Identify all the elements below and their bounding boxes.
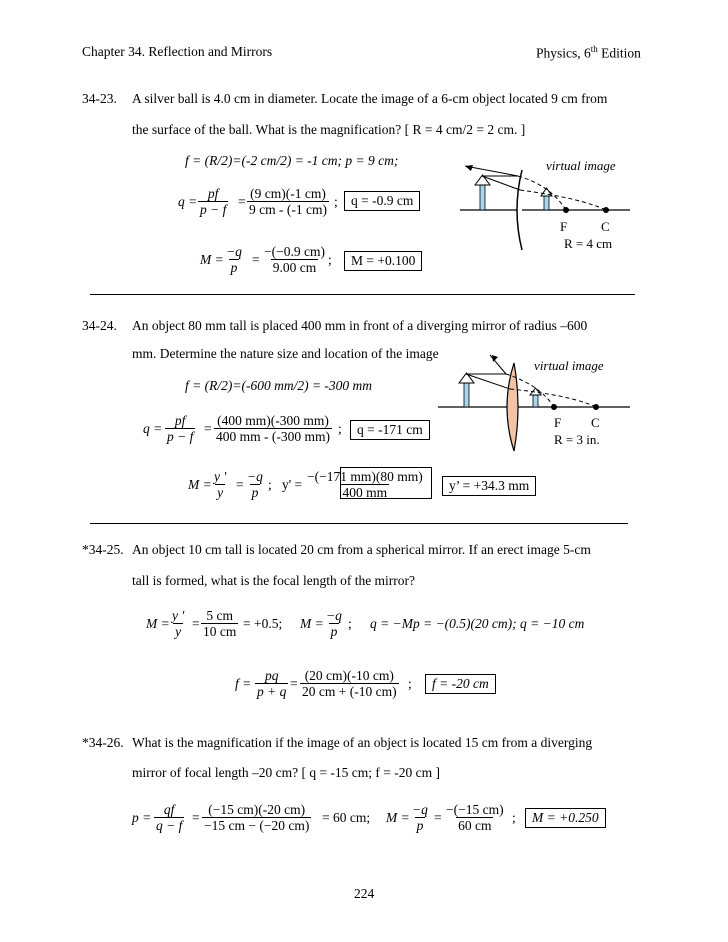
equation-lhs: M =	[200, 252, 224, 267]
fraction	[170, 608, 186, 639]
numerator: −q	[247, 469, 263, 484]
numerator: 5 cm	[206, 608, 233, 623]
fraction	[224, 244, 244, 275]
semicolon: ;	[328, 252, 332, 267]
ray	[465, 166, 518, 176]
problem-text: An object 10 cm tall is located 20 cm from a spherical mirror. If an erect image 5-cm	[132, 542, 591, 557]
image-distance-expression: q = −Mp = −(0.5)(20 cm); q = −10 cm	[370, 616, 585, 631]
answer-box: y’ = +34.3 mm	[442, 476, 536, 496]
numerator: y '	[214, 469, 227, 484]
equals-sign: =	[236, 477, 244, 492]
semicolon: ;	[348, 616, 352, 631]
denominator: 60 cm	[458, 818, 492, 833]
equation-lhs: M =	[146, 616, 170, 631]
equals-sign: =	[192, 810, 200, 825]
equation-lhs: M =	[386, 810, 410, 825]
semicolon: ;	[408, 676, 412, 691]
numerator: qf	[163, 802, 175, 817]
f-label: F	[560, 219, 568, 234]
fraction	[410, 802, 430, 833]
convex-mirror-diagram	[430, 345, 640, 455]
denominator: y	[217, 485, 224, 500]
numerator: (9 cm)(-1 cm)	[250, 186, 326, 201]
focal-point	[563, 207, 569, 213]
problem-text: tall is formed, what is the focal length of the mirror?	[132, 573, 416, 588]
problem-text: What is the magnification if the image of an object is located 15 cm from a diverging	[132, 735, 593, 750]
answer-box: M = +0.250	[525, 808, 606, 828]
fraction	[255, 668, 288, 699]
problem-text: A silver ball is 4.0 cm in diameter. Locate the image of a 6-cm object located 9 cm from	[132, 91, 608, 106]
f-label: F	[554, 415, 562, 430]
fraction	[154, 802, 184, 833]
numerator: −q	[326, 608, 342, 623]
page-number: 224	[354, 886, 375, 901]
ray	[490, 355, 506, 374]
problem-number: 34-24.	[82, 318, 117, 333]
answer-frame	[340, 467, 432, 499]
convex-mirror-diagram	[440, 150, 660, 280]
denominator: p	[330, 624, 338, 639]
denominator: p	[251, 485, 259, 500]
equals-sign: =	[204, 421, 212, 436]
c-label: C	[601, 219, 610, 234]
radius-label: R = 4 cm	[564, 236, 613, 251]
problem-number: *34-25.	[82, 542, 124, 557]
answer-box: q = -0.9 cm	[344, 191, 420, 211]
center-point	[603, 207, 609, 213]
virtual-image-label: virtual image	[534, 358, 604, 373]
divider	[90, 294, 635, 295]
fraction	[444, 802, 506, 833]
c-label: C	[591, 415, 600, 430]
numerator: −(−171 mm)(80 mm)	[307, 469, 423, 484]
semicolon: ;	[338, 421, 342, 436]
numerator: (400 mm)(-300 mm)	[217, 413, 329, 428]
center-point	[593, 404, 599, 410]
object-arrow	[480, 183, 485, 210]
answer-box: f = -20 cm	[425, 674, 496, 694]
answer-box: q = -171 cm	[350, 420, 430, 440]
answer-box: M = +0.100	[344, 251, 422, 271]
mirror	[517, 170, 522, 250]
problem-text: mm. Determine the nature size and location of the image	[132, 346, 439, 361]
denominator: p − f	[167, 429, 194, 444]
numerator: (−15 cm)(-20 cm)	[208, 802, 306, 817]
numerator: pq	[264, 668, 279, 683]
denominator: 400 mm	[342, 485, 388, 500]
numerator: −q	[412, 802, 428, 817]
denominator: −15 cm − (−20 cm)	[204, 818, 310, 833]
fraction	[198, 186, 228, 217]
radius-label: R = 3 in.	[554, 432, 600, 447]
numerator: pf	[207, 186, 219, 201]
given-values: f = (R/2)=(-2 cm/2) = -1 cm; p = 9 cm;	[185, 153, 399, 168]
problem-text: the surface of the ball. What is the magnification? [ R = 4 cm/2 = 2 cm. ]	[132, 122, 526, 137]
fraction	[212, 469, 228, 500]
denominator: 9 cm - (-1 cm)	[249, 202, 327, 217]
object-arrow	[464, 381, 469, 407]
fraction	[214, 413, 332, 444]
equals-sign: =	[192, 616, 200, 631]
problem-number: *34-26.	[82, 735, 124, 750]
denominator: p	[230, 260, 238, 275]
numerator: −(−0.9 cm)	[264, 244, 325, 259]
numerator: (20 cm)(-10 cm)	[304, 668, 394, 683]
fraction	[247, 186, 329, 217]
denominator: 20 cm + (-10 cm)	[302, 684, 397, 699]
equals-sign: =	[238, 194, 246, 209]
numerator: pf	[174, 413, 186, 428]
focal-point	[551, 404, 557, 410]
denominator: p	[416, 818, 424, 833]
numerator: −q	[226, 244, 242, 259]
denominator: q − f	[156, 818, 183, 833]
ray-arrowhead	[465, 165, 473, 171]
chapter-title: Chapter 34. Reflection and Mirrors	[82, 44, 273, 59]
fraction	[202, 802, 311, 833]
semicolon: ;	[512, 810, 516, 825]
book-edition: Physics, 6th Edition	[536, 44, 641, 61]
numerator: −(−15 cm)	[446, 802, 504, 817]
equals-sign: =	[290, 676, 298, 691]
mirror	[507, 363, 518, 451]
problem-number: 34-23.	[82, 91, 117, 106]
denominator: y	[175, 624, 182, 639]
semicolon: ;	[334, 194, 338, 209]
denominator: p + q	[257, 684, 287, 699]
equation-lhs: p =	[132, 810, 152, 825]
equation-lhs: M =	[300, 616, 324, 631]
equals-sign: =	[252, 252, 260, 267]
given-values: f = (R/2)=(-600 mm/2) = -300 mm	[185, 378, 373, 393]
denominator: 400 mm - (-300 mm)	[216, 429, 330, 444]
equation-lhs: M =	[188, 477, 212, 492]
equation-lhs: y' =	[282, 477, 303, 492]
fraction	[245, 469, 265, 500]
divider	[90, 523, 628, 524]
numerator: y '	[172, 608, 185, 623]
denominator: 10 cm	[203, 624, 237, 639]
fraction	[262, 244, 327, 275]
equation-lhs: q =	[178, 194, 198, 209]
fraction	[324, 608, 344, 639]
denominator: 9.00 cm	[272, 260, 317, 275]
dashed-ray	[520, 190, 606, 210]
equals-sign: =	[434, 810, 442, 825]
problem-text: An object 80 mm tall is placed 400 mm in front of a diverging mirror of radius –600	[132, 318, 588, 333]
fraction	[165, 413, 195, 444]
denominator: p − f	[200, 202, 227, 217]
semicolon: ;	[268, 477, 272, 492]
virtual-image-label: virtual image	[546, 158, 616, 173]
fraction	[300, 668, 399, 699]
object-distance-value: = 60 cm;	[322, 810, 371, 825]
problem-text: mirror of focal length –20 cm? [ q = -15 cm; f = -20 cm ]	[132, 765, 441, 780]
fraction	[201, 608, 238, 639]
equation-lhs: q =	[143, 421, 163, 436]
magnification-value: = +0.5;	[243, 616, 283, 631]
equation-lhs: f =	[235, 676, 252, 691]
